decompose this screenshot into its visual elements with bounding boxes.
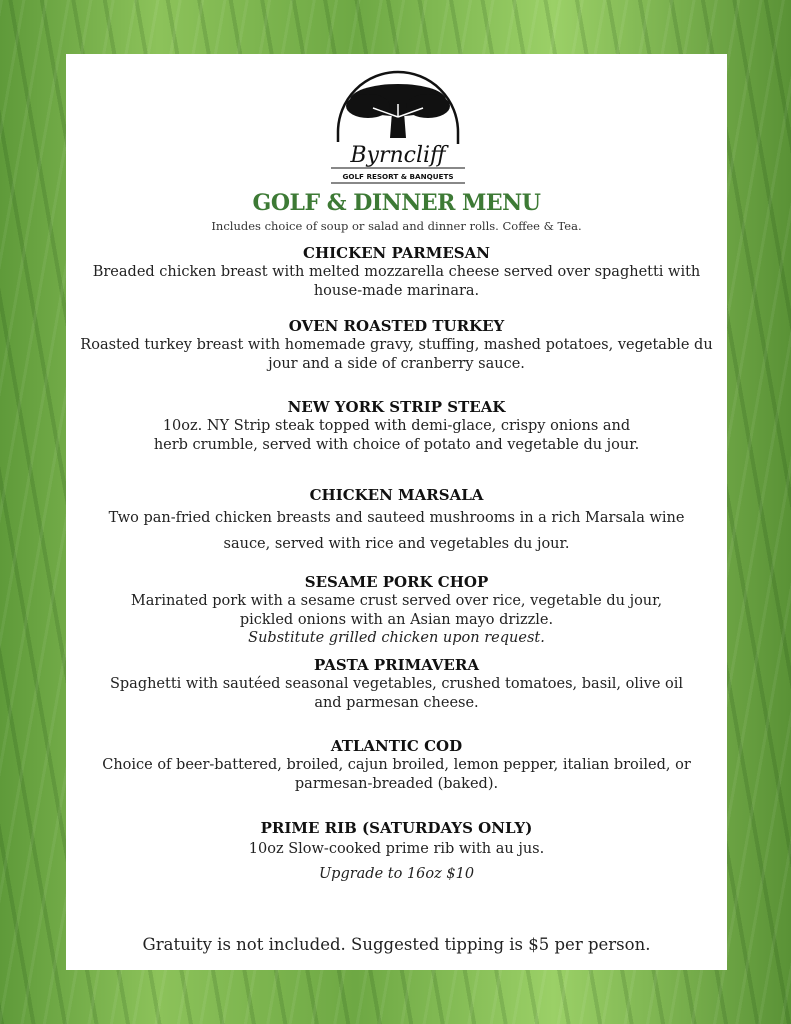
menu-item [66,572,727,648]
item-desc: parmesan-breaded (baked). [294,775,499,792]
item-desc: Marinated pork with a sesame crust served over rice, vegetable du jour, [130,593,663,609]
item-note: Substitute grilled chicken upon request. [248,630,545,646]
item-desc: Spaghetti with sautéed seasonal vegetables, crushed tomatoes, basil, olive oil [109,676,684,692]
menu-item [66,397,727,454]
menu-item [66,655,727,712]
item-desc: Choice of beer-battered, broiled, cajun broiled, lemon pepper, italian broiled, or [102,757,691,773]
item-desc: Breaded chicken breast with melted mozzarella cheese served over spaghetti with [92,264,701,280]
menu-card [66,54,727,970]
svg-text:Byrncliff: Byrncliff [350,143,446,168]
item-desc: 10oz Slow-cooked prime rib with au jus. [248,841,545,857]
item-desc: sauce, served with rice and vegetables du jour. [223,536,570,552]
gratuity-note: Gratuity is not included. Suggested tipping is $5 per person. [142,935,651,954]
item-name: NEW YORK STRIP STEAK [287,398,506,416]
menu-item [66,243,727,300]
byrncliff-logo [328,62,468,188]
item-desc: jour and a side of cranberry sauce. [268,355,525,372]
menu-title: GOLF & DINNER MENU [252,190,541,216]
menu-item [66,485,727,557]
item-name: CHICKEN PARMESAN [303,244,490,262]
item-desc: herb crumble, served with choice of potato and vegetable du jour. [153,436,640,453]
item-desc: house-made marinara. [313,282,480,299]
item-name: SESAME PORK CHOP [304,573,489,591]
menu-item [66,736,727,793]
item-name: CHICKEN MARSALA [309,486,484,504]
item-desc: Roasted turkey breast with homemade gravy, stuffing, mashed potatoes, vegetable du [80,337,713,353]
item-name: OVEN ROASTED TURKEY [288,317,505,335]
item-desc: 10oz. NY Strip steak topped with demi-glace, crispy onions and [162,418,631,434]
item-note: Upgrade to 16oz $10 [318,866,475,882]
svg-text:GOLF RESORT & BANQUETS: GOLF RESORT & BANQUETS [342,172,454,181]
item-desc: and parmesan cheese. [314,694,479,711]
menu-item [66,316,727,373]
menu-subtitle: Includes choice of soup or salad and dinner rolls. Coffee & Tea. [211,219,582,233]
item-name: ATLANTIC COD [330,737,463,755]
item-name: PASTA PRIMAVERA [314,656,479,674]
item-desc: pickled onions with an Asian mayo drizzle. [239,611,554,628]
item-name: PRIME RIB (SATURDAYS ONLY) [260,819,533,837]
menu-item [66,818,727,888]
item-desc: Two pan-fried chicken breasts and sauteed mushrooms in a rich Marsala wine [108,510,685,526]
